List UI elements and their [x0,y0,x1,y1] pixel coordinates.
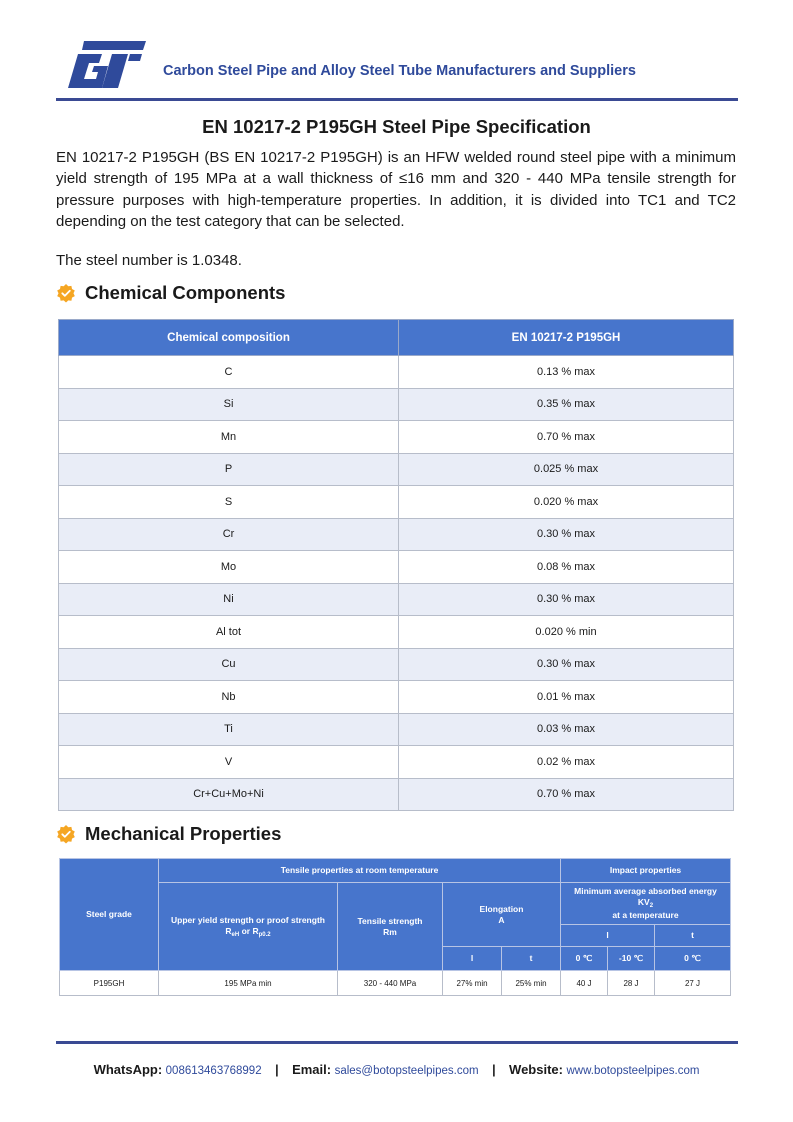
value-cell: 0.30 % max [399,648,734,681]
email-link[interactable]: sales@botopsteelpipes.com [334,1065,479,1077]
table-row [60,971,731,996]
tensile-symbol: Rm [383,926,397,937]
element-cell: Si [59,388,399,421]
element-cell: Mn [59,421,399,454]
element-cell: C [59,356,399,389]
table-row [59,746,734,779]
footer-separator: | [492,1063,496,1077]
value-cell: 0.025 % max [399,453,734,486]
col-temp-0: 0 ℃ [561,947,608,971]
value-cell: 0.30 % max [399,518,734,551]
element-cell: Ti [59,713,399,746]
kv-l-0-cell: 40 J [561,971,608,996]
col-temp-0-t: 0 ℃ [655,947,731,971]
value-cell: 0.020 % min [399,616,734,649]
col-tensile [338,883,443,971]
mechanical-heading-text: Mechanical Properties [85,823,282,844]
footer-separator: | [275,1063,279,1077]
kv-t-0-cell: 27 J [655,971,731,996]
value-cell: 0.70 % max [399,778,734,811]
website-label: Website: [509,1062,563,1077]
tensile-label: Tensile strength [357,915,423,926]
element-cell: Nb [59,681,399,714]
col-impact-energy [561,883,731,925]
chemical-heading-text: Chemical Components [85,282,286,303]
whatsapp-number[interactable]: 008613463768992 [165,1065,262,1077]
yield-symbol-b-sub: p0.2 [258,931,271,938]
col-elong-t: t [502,947,561,971]
badge-check-icon [56,824,76,844]
table-row [59,421,734,454]
element-cell: V [59,746,399,779]
table-row [59,551,734,584]
col-impact-dir-t: t [655,925,731,947]
yield-symbol-b: R [252,925,259,936]
yield-symbol-a: R [225,925,232,936]
elongation-symbol: A [498,914,505,925]
mechanical-table [59,858,731,996]
col-yield [159,883,338,971]
intro-paragraph: EN 10217-2 P195GH (BS EN 10217-2 P195GH) is an HFW welded round steel pipe with a minimum yield strength of 195 MPa at a wall thickness of ≤16 mm and 320 - 440 MPa tensile strength for pressure purposes with high-temperature properties. In addition, it is divided into TC1 and TC2 depending on the test category that can be selected. [56,149,736,230]
yield-label: Upper yield strength or proof strength [171,914,325,925]
badge-check-icon [56,283,76,303]
impact-symbol: KV [637,897,650,907]
table-row [59,583,734,616]
steel-number-text: The steel number is 1.0348. [56,252,242,269]
table-row [59,518,734,551]
element-cell: P [59,453,399,486]
tensile-cell: 320 - 440 MPa [338,971,443,996]
col-temp-m10: -10 ℃ [608,947,655,971]
col-steel-grade: Steel grade [60,859,159,971]
value-cell: 0.30 % max [399,583,734,616]
impact-symbol-sub: 2 [649,903,654,909]
chemical-table [58,319,734,811]
element-cell: Al tot [59,616,399,649]
col-elongation [443,883,561,947]
element-cell: Cu [59,648,399,681]
element-cell: S [59,486,399,519]
chemical-heading [56,280,285,306]
value-cell: 0.13 % max [399,356,734,389]
mechanical-heading [56,821,281,847]
element-cell: Mo [59,551,399,584]
email-label: Email: [292,1062,332,1077]
col-elong-l: l [443,947,502,971]
table-row [59,356,734,389]
yield-symbol-a-sub: eH [231,931,240,938]
value-cell: 0.02 % max [399,746,734,779]
footer-divider [56,1041,738,1044]
page-footer [0,1062,793,1077]
kv-l-m10-cell: 28 J [608,971,655,996]
col-impact-dir-l: l [561,925,655,947]
chem-col-composition: Chemical composition [59,320,399,356]
table-row [59,778,734,811]
table-row [59,681,734,714]
whatsapp-label: WhatsApp: [93,1062,163,1077]
grade-cell: P195GH [60,971,159,996]
elong-t-cell: 25% min [502,971,561,996]
header-title: Carbon Steel Pipe and Alloy Steel Tube Manufacturers and Suppliers [163,63,636,79]
value-cell: 0.08 % max [399,551,734,584]
col-group-tensile: Tensile properties at room temperature [159,859,561,883]
table-row [59,388,734,421]
element-cell: Cr [59,518,399,551]
website-link[interactable]: www.botopsteelpipes.com [566,1065,700,1077]
table-row [59,713,734,746]
page-header [56,38,738,102]
value-cell: 0.70 % max [399,421,734,454]
value-cell: 0.01 % max [399,681,734,714]
value-cell: 0.35 % max [399,388,734,421]
table-row [59,453,734,486]
col-group-impact: Impact properties [561,859,731,883]
table-row [59,648,734,681]
chem-col-grade: EN 10217-2 P195GH [399,320,734,356]
yield-cell: 195 MPa min [159,971,338,996]
value-cell: 0.020 % max [399,486,734,519]
impact-label: Minimum average absorbed energy [574,886,717,896]
element-cell: Cr+Cu+Mo+Ni [59,778,399,811]
yield-or: or [241,925,251,936]
impact-temp-label: at a temperature [612,910,679,920]
page-title: EN 10217-2 P195GH Steel Pipe Specification [202,116,591,137]
table-row [59,616,734,649]
elongation-label: Elongation [479,903,524,914]
elong-l-cell: 27% min [443,971,502,996]
element-cell: Ni [59,583,399,616]
value-cell: 0.03 % max [399,713,734,746]
header-divider [56,98,738,101]
company-logo [66,41,146,91]
table-row [59,486,734,519]
